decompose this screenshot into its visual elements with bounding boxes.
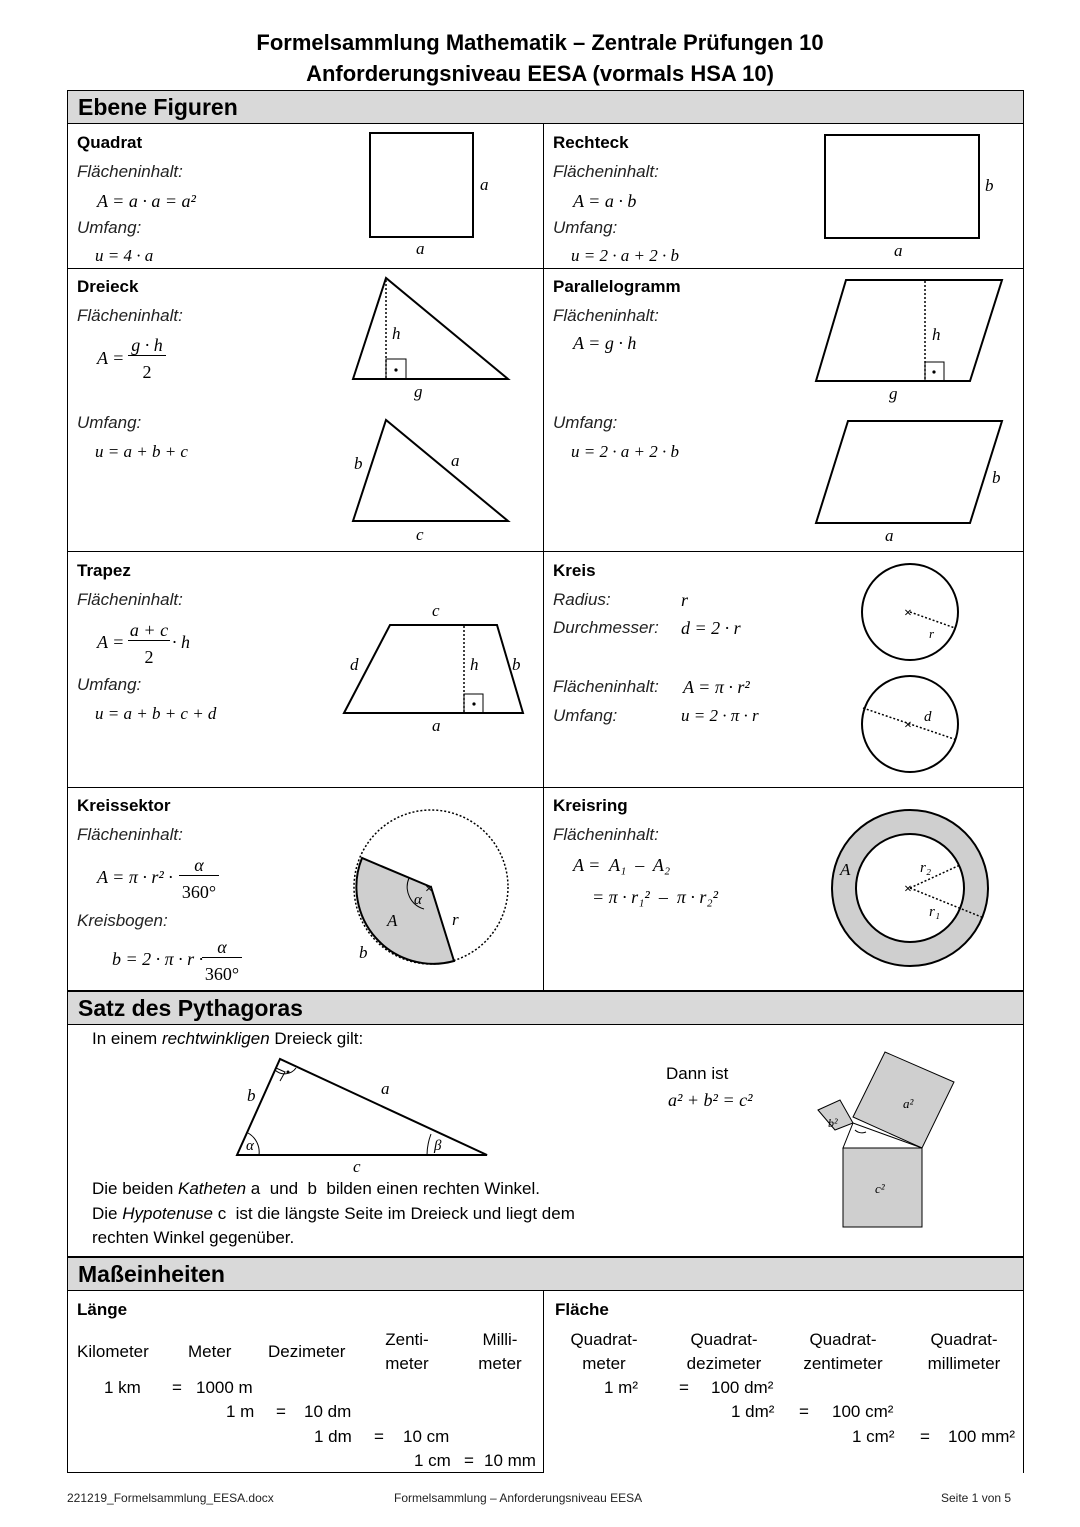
kreissektor-area-label: Flächeninhalt: xyxy=(77,825,183,844)
flaeche-r1-rhs: 100 dm² xyxy=(711,1378,774,1397)
laenge-col-mm-a: Milli- xyxy=(482,1330,518,1349)
laenge-r1-lhs: 1 km xyxy=(104,1378,141,1397)
kreissektor-A: A xyxy=(387,911,398,930)
section-masseinheiten: Maßeinheiten xyxy=(67,1257,1024,1291)
kreis-title: Kreis xyxy=(553,561,596,580)
kreis-diam-formula: d = 2 · r xyxy=(681,618,741,638)
rechteck-side-a: a xyxy=(894,241,903,260)
kreis-radius-sym: r xyxy=(681,590,689,610)
trapez-area-num: a + c xyxy=(129,620,169,640)
trapez-c: c xyxy=(432,601,440,620)
dreieck-h: h xyxy=(392,324,401,343)
dreieck-area-lhs: A = xyxy=(97,348,125,368)
pyth-formula: a² + b² = c² xyxy=(668,1090,753,1110)
kreissektor-shape xyxy=(356,858,454,964)
trapez-perim-label: Umfang: xyxy=(77,675,142,694)
trapez-shape xyxy=(344,625,523,713)
kreissektor-arc-den: 360° xyxy=(204,964,240,984)
parallelogramm-area-label: Flächeninhalt: xyxy=(553,306,659,325)
parallelogramm-perim-formula: u = 2 · a + 2 · b xyxy=(571,442,679,461)
laenge-r2-rhs: 10 dm xyxy=(304,1402,352,1421)
kreis-perim-formula: u = 2 · π · r xyxy=(681,706,759,725)
laenge-title: Länge xyxy=(77,1300,128,1319)
laenge-col-m: Meter xyxy=(188,1342,232,1361)
kreissektor-b: b xyxy=(359,943,368,962)
kreissektor-alpha: α xyxy=(414,892,422,908)
flaeche-r3-lhs: 1 cm² xyxy=(852,1427,895,1446)
pyth-b: b xyxy=(247,1086,256,1105)
svg-text:×: × xyxy=(904,606,912,621)
flaeche-r1-eq: = xyxy=(679,1378,689,1397)
rechteck-title: Rechteck xyxy=(553,133,629,152)
pyth-c: c xyxy=(353,1157,361,1176)
quadrat-perim-label: Umfang: xyxy=(77,218,142,237)
flaeche-col-m2-b: meter xyxy=(582,1354,626,1373)
flaeche-col-cm2-a: Quadrat- xyxy=(809,1330,877,1349)
trapez-area-label: Flächeninhalt: xyxy=(77,590,183,609)
pyth-a: a xyxy=(381,1079,390,1098)
parallelogramm-title: Parallelogramm xyxy=(553,277,681,296)
laenge-r2-lhs: 1 m xyxy=(226,1402,255,1421)
svg-text:×: × xyxy=(425,882,433,897)
parallelogramm-g: g xyxy=(889,384,898,403)
kreisring-area-label: Flächeninhalt: xyxy=(553,825,659,844)
pyth-sq-b-label: b² xyxy=(828,1116,838,1130)
rechteck-shape xyxy=(825,135,979,238)
dreieck-title: Dreieck xyxy=(77,277,139,296)
kreissektor-area-den: 360° xyxy=(181,882,217,902)
kreis-diam-label: Durchmesser: xyxy=(553,618,659,637)
flaeche-r2-rhs: 100 cm² xyxy=(832,1402,894,1421)
dreieck-perim-formula: u = a + b + c xyxy=(95,442,188,461)
flaeche-title: Fläche xyxy=(555,1300,609,1319)
quadrat-perim-formula: u = 4 · a xyxy=(95,246,154,265)
laenge-col-dm: Dezimeter xyxy=(268,1342,346,1361)
pyth-sq-a-label: a² xyxy=(903,1096,914,1111)
pyth-line2: Die Hypotenuse c ist die längste Seite im Dreieck und liegt dem xyxy=(92,1204,575,1223)
rechteck-perim-formula: u = 2 · a + 2 · b xyxy=(571,246,679,265)
kreis-r: r xyxy=(929,626,935,641)
quadrat-side-a-bottom: a xyxy=(416,239,425,258)
dreieck-perim-shape xyxy=(353,420,508,521)
kreis-area-formula: A = π · r² xyxy=(683,677,750,697)
trapez-a: a xyxy=(432,716,441,735)
trapez-area-lhs: A = xyxy=(97,632,125,652)
kreissektor-title: Kreissektor xyxy=(77,796,171,815)
rechteck-perim-label: Umfang: xyxy=(553,218,618,237)
quadrat-area-label: Flächeninhalt: xyxy=(77,162,183,181)
flaeche-col-m2-a: Quadrat- xyxy=(570,1330,638,1349)
parallelogramm-area-shape xyxy=(816,280,1002,381)
laenge-r3-rhs: 10 cm xyxy=(403,1427,450,1446)
dreieck-c: c xyxy=(416,525,424,544)
laenge-col-cm-a: Zenti- xyxy=(385,1330,429,1349)
kreis-radius-label: Radius: xyxy=(553,590,611,609)
laenge-r3-eq: = xyxy=(374,1427,384,1446)
kreissektor-area-num: α xyxy=(179,855,219,876)
flaeche-r2-lhs: 1 dm² xyxy=(731,1402,775,1421)
dreieck-perim-label: Umfang: xyxy=(77,413,142,432)
pyth-sq-c-label: c² xyxy=(875,1181,885,1196)
parallelogramm-perim-label: Umfang: xyxy=(553,413,618,432)
quadrat-side-a: a xyxy=(480,175,489,194)
dreieck-area-den: 2 xyxy=(142,362,152,382)
quadrat-title: Quadrat xyxy=(77,133,143,152)
trapez-title: Trapez xyxy=(77,561,131,580)
pyth-line3: rechten Winkel gegenüber. xyxy=(92,1228,295,1247)
pyth-beta: β xyxy=(434,1138,442,1154)
laenge-r4-lhs: 1 cm xyxy=(414,1451,451,1470)
svg-text:×: × xyxy=(904,882,912,897)
section-pythagoras: Satz des Pythagoras xyxy=(67,991,1024,1025)
footer-center: Formelsammlung – Anforderungsniveau EESA xyxy=(394,1491,643,1505)
kreisring-r1: r₁ xyxy=(929,904,941,920)
trapez-area-den: 2 xyxy=(144,647,154,667)
kreisring-line2: = π · r₁² – π · r₂² xyxy=(592,887,718,907)
laenge-r1-eq: = xyxy=(172,1378,182,1397)
kreissektor-r: r xyxy=(452,910,459,929)
pyth-dann: Dann ist xyxy=(666,1064,729,1083)
flaeche-col-dm2-a: Quadrat- xyxy=(690,1330,758,1349)
dreieck-area-shape xyxy=(353,278,508,379)
parallelogramm-a: a xyxy=(885,526,894,545)
parallelogramm-perim-shape xyxy=(816,421,1002,523)
kreisring-A: A xyxy=(840,860,851,879)
kreis-perim-label: Umfang: xyxy=(553,706,618,725)
quadrat-area-formula: A = a · a = a² xyxy=(97,191,196,211)
pyth-alpha: α xyxy=(246,1138,254,1154)
flaeche-r3-rhs: 100 mm² xyxy=(948,1427,1016,1446)
rechteck-area-formula: A = a · b xyxy=(573,191,637,211)
dreieck-area-num: g · h xyxy=(128,335,166,356)
section-ebene-figuren: Ebene Figuren xyxy=(67,90,1024,124)
kreis-d: d xyxy=(924,709,932,725)
laenge-r4-rhs: 10 mm xyxy=(484,1451,536,1470)
flaeche-col-mm2-b: millimeter xyxy=(927,1354,1001,1373)
parallelogramm-area-formula: A = g · h xyxy=(573,333,637,353)
laenge-r4-eq: = xyxy=(464,1451,474,1470)
laenge-col-cm-b: meter xyxy=(385,1354,429,1373)
flaeche-col-mm2-a: Quadrat- xyxy=(930,1330,998,1349)
parallelogramm-h: h xyxy=(932,325,941,344)
dreieck-a: a xyxy=(451,451,460,470)
kreisring-r2: r₂ xyxy=(920,860,932,876)
trapez-perim-formula: u = a + b + c + d xyxy=(95,704,217,723)
trapez-h: h xyxy=(470,655,479,674)
trapez-b: b xyxy=(512,655,521,674)
rechteck-area-label: Flächeninhalt: xyxy=(553,162,659,181)
laenge-r3-lhs: 1 dm xyxy=(314,1427,352,1446)
kreis-area-label: Flächeninhalt: xyxy=(553,677,659,696)
dreieck-g: g xyxy=(414,382,423,401)
laenge-col-mm-b: meter xyxy=(478,1354,522,1373)
document-subtitle: Anforderungsniveau EESA (vormals HSA 10) xyxy=(306,61,774,86)
kreissektor-area-lhs: A = π · r² · xyxy=(97,867,173,887)
kreisring-title: Kreisring xyxy=(553,796,628,815)
kreissektor-arc-label: Kreisbogen: xyxy=(77,911,168,930)
footer-filename: 221219_Formelsammlung_EESA.docx xyxy=(67,1491,274,1505)
dreieck-b: b xyxy=(354,454,363,473)
quadrat-shape xyxy=(370,133,473,237)
flaeche-r1-lhs: 1 m² xyxy=(604,1378,638,1397)
flaeche-col-cm2-b: zentimeter xyxy=(803,1354,883,1373)
trapez-d: d xyxy=(350,655,359,674)
trapez-area-rhs: · h xyxy=(172,632,190,652)
pyth-intro: In einem rechtwinkligen Dreieck gilt: xyxy=(92,1029,364,1048)
rechteck-side-b: b xyxy=(985,176,994,195)
kreissektor-arc-num: α xyxy=(202,937,242,958)
flaeche-r3-eq: = xyxy=(920,1427,930,1446)
laenge-col-km: Kilometer xyxy=(77,1342,149,1361)
kreisring-line1: A = A₁ – A₂ xyxy=(573,855,671,875)
svg-text:×: × xyxy=(904,718,912,733)
flaeche-r2-eq: = xyxy=(799,1402,809,1421)
kreissektor-arc-lhs: b = 2 · π · r · xyxy=(112,949,204,969)
laenge-r1-rhs: 1000 m xyxy=(196,1378,253,1397)
flaeche-col-dm2-b: dezimeter xyxy=(686,1354,762,1373)
parallelogramm-b: b xyxy=(992,468,1001,487)
pyth-line1: Die beiden Katheten a und b bilden einen rechten Winkel. xyxy=(92,1179,540,1198)
document-title: Formelsammlung Mathematik – Zentrale Prüfungen 10 xyxy=(256,30,824,55)
laenge-r2-eq: = xyxy=(276,1402,286,1421)
dreieck-area-label: Flächeninhalt: xyxy=(77,306,183,325)
footer-page: Seite 1 von 5 xyxy=(941,1491,1012,1505)
